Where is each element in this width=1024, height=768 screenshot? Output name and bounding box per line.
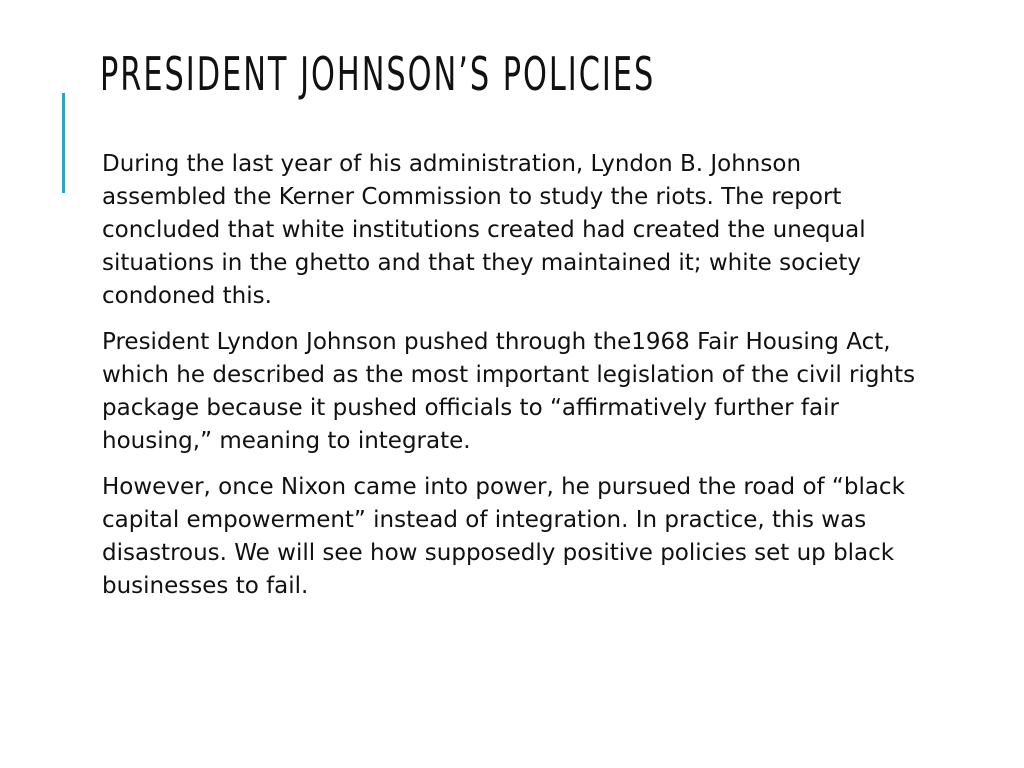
slide-title: PRESIDENT JOHNSON’S POLICIES (100, 47, 656, 101)
title-accent-bar (62, 93, 65, 193)
paragraph-nixon-policies: However, once Nixon came into power, he pursued the road of “black capital empowerment” instead of integration. In practice, this was disastrous. We will see how supposedly positive policies set up black businesses to fail. (102, 474, 905, 599)
paragraph-kerner-commission: During the last year of his administration, Lyndon B. Johnson assembled the Kerner Commission to study the riots. The report concluded that white institutions created had created the unequal situations in the ghetto and that they maintained it; white society condoned this. (102, 151, 866, 309)
paragraph-fair-housing-act: President Lyndon Johnson pushed through the1968 Fair Housing Act, which he described as the most important legislation of the civil rights package because it pushed officials to “affirmatively further fair housing,” meaning to integrate. (102, 329, 916, 454)
slide-body (102, 148, 932, 616)
